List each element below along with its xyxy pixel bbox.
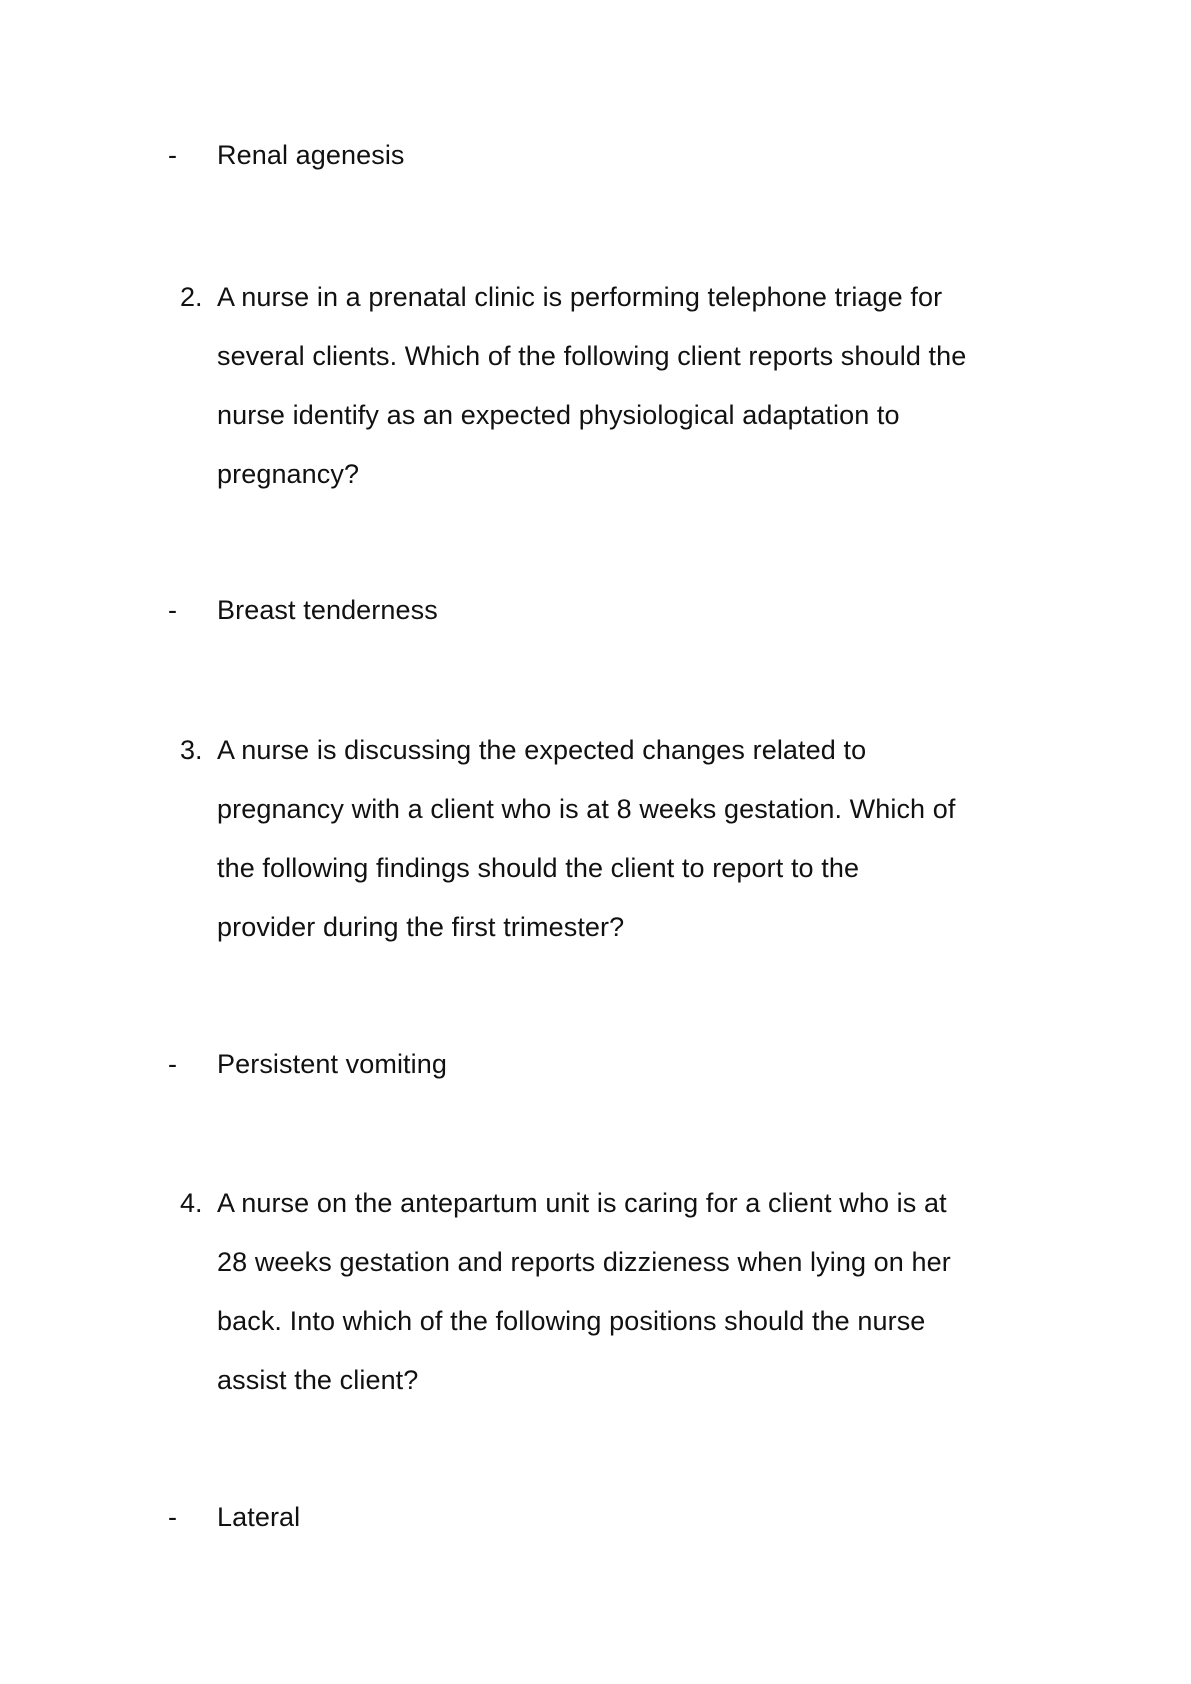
question-line: A nurse is discussing the expected changes related to — [217, 735, 867, 765]
question-line: pregnancy? — [217, 459, 360, 489]
question-line: several clients. Which of the following client reports should the — [217, 341, 967, 371]
answer-bullet: - — [168, 595, 177, 625]
question-line: A nurse on the antepartum unit is caring for a client who is at — [217, 1188, 947, 1218]
question-number: 4. — [180, 1188, 203, 1218]
question-line: 28 weeks gestation and reports dizzieness when lying on her — [217, 1247, 951, 1277]
question-line: assist the client? — [217, 1365, 419, 1395]
question-line: nurse identify as an expected physiological adaptation to — [217, 400, 900, 430]
answer-text: Renal agenesis — [217, 140, 405, 170]
question-line: A nurse in a prenatal clinic is performing telephone triage for — [217, 282, 943, 312]
answer-text: Persistent vomiting — [217, 1049, 447, 1079]
question-number: 3. — [180, 735, 203, 765]
question-line: back. Into which of the following positions should the nurse — [217, 1306, 926, 1336]
answer-bullet: - — [168, 1049, 177, 1079]
answer-text: Breast tenderness — [217, 595, 438, 625]
question-line: pregnancy with a client who is at 8 weeks gestation. Which of — [217, 794, 956, 824]
answer-bullet: - — [168, 1502, 177, 1532]
question-line: provider during the first trimester? — [217, 912, 625, 942]
answer-bullet: - — [168, 140, 177, 170]
answer-text: Lateral — [217, 1502, 301, 1532]
question-number: 2. — [180, 282, 203, 312]
question-line: the following findings should the client to report to the — [217, 853, 860, 883]
